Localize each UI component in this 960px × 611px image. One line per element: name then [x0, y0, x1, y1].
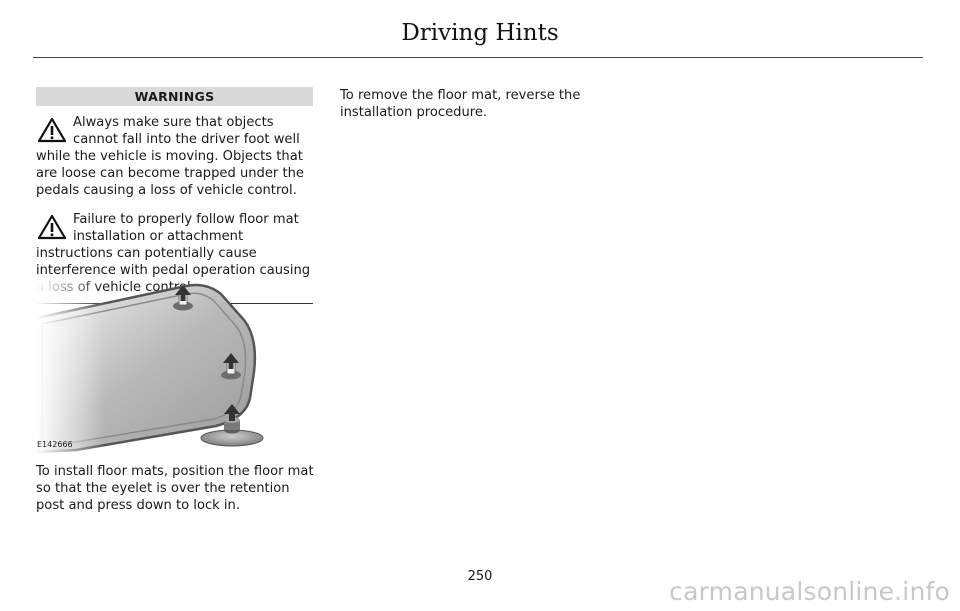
warnings-heading: WARNINGS [36, 87, 313, 106]
install-paragraph: To install floor mats, position the floor mat so that the eyelet is over the retention post and press down to lock in. [36, 464, 314, 513]
warning-item [36, 114, 313, 199]
warning-text: Always make sure that objects cannot fall into the driver foot well while the vehicle is moving. Objects that are loose can become trapped under the pedals causing a loss of vehicle control. [36, 115, 304, 198]
watermark: carmanualsonline.info [669, 577, 950, 606]
warning-text: Failure to properly follow floor mat installation or attachment instructions can potentially cause interference with pedal operation causing [36, 212, 311, 278]
header-rule [33, 57, 923, 58]
page-number: 250 [467, 569, 493, 584]
floor-mat-drawing [36, 280, 313, 455]
figure-id: E142666 [37, 440, 73, 449]
warning-triangle-icon [36, 116, 68, 144]
floor-mat-illustration [36, 280, 313, 455]
warning-triangle-icon [36, 213, 68, 241]
page-title: Driving Hints [401, 20, 559, 46]
right-column [340, 87, 590, 121]
left-column [36, 87, 313, 304]
remove-paragraph: To remove the floor mat, reverse the installation procedure. [340, 88, 581, 120]
